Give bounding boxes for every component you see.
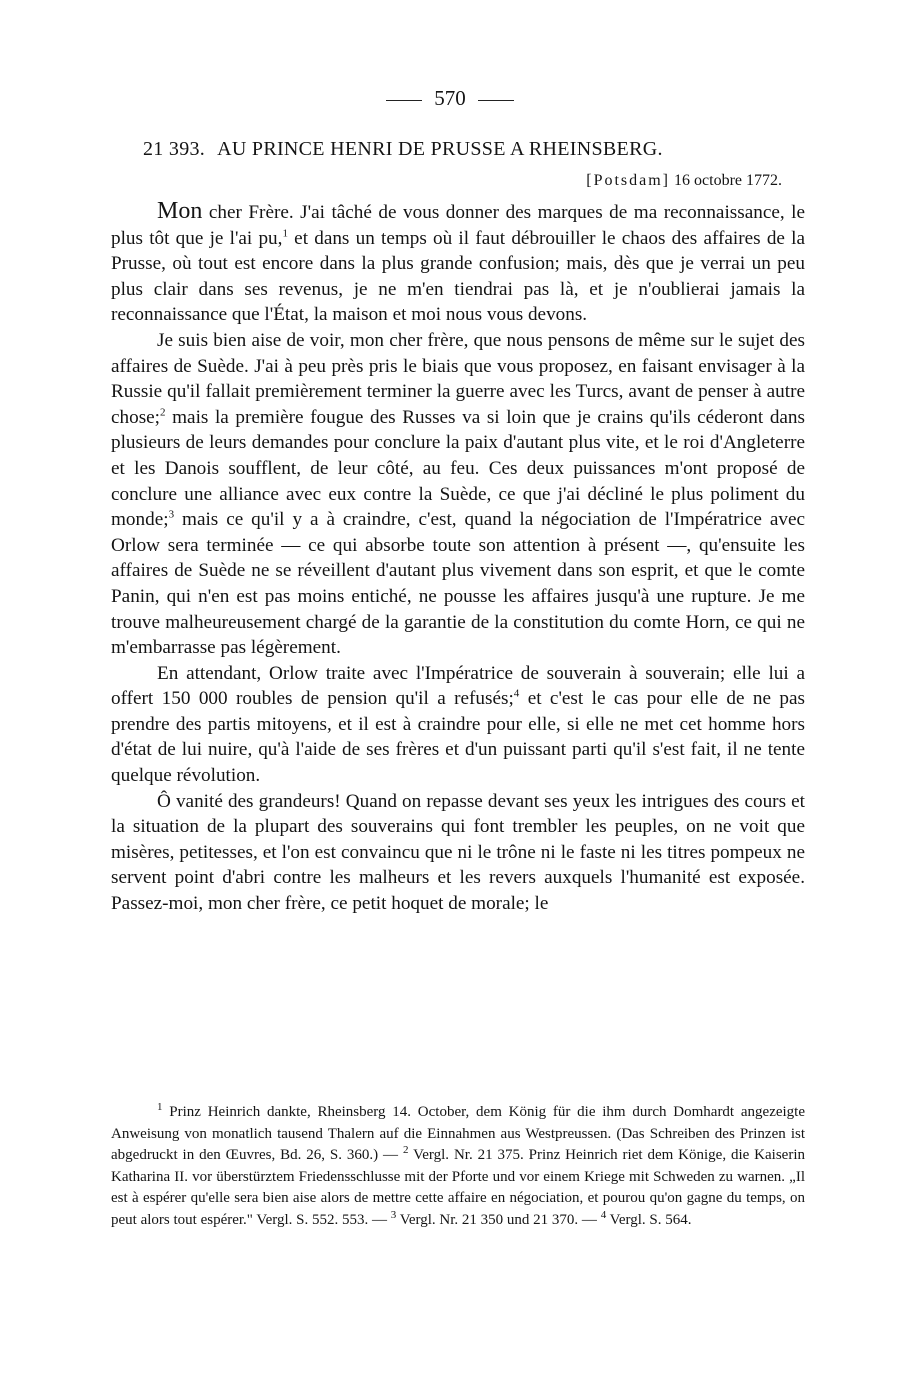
paragraph-4 [111,789,805,917]
paragraph-2-text-b: mais la première fougue des Russes va si loin que je crains qu'ils céderont dans plusieurs de leurs demandes pour conclure la paix d'autant plus vite, et le roi d'Angleterre et les Danois soufflent, de leur côté, au feu. Ces deux puissances m'ont proposé de conclure une alliance avec eux contre la Suède, ce que j'ai décliné le plus poliment du monde; [111,406,805,531]
footnote-1-text: Prinz Heinrich dankte, Rheinsberg 14. October, dem König für die ihm durch Domhardt angezeigte Anweisung von monatlich tausend Thalern auf die Einnahmen aus Westpreussen. (Das Schreiben des Prinzen ist abgedruckt in den Œuvres, Bd. 26, S. 360.) — [111,1104,805,1163]
paragraph-4-text: Ô vanité des grandeurs! Quand on repasse devant ses yeux les intrigues des cours et la situation de la plupart des souverains qui font trembler les peuples, on ne voit que misères, petitesses, et l'on est convaincu que ni le trône ni le faste ni les titres pompeux ne servent point d'abri contre les malheurs et les revers auxquels l'humanité est exposée. Passez-moi, mon cher frère, ce petit hoquet de morale; le [111,790,805,915]
footnote-ref-2: 2 [160,406,166,419]
letter-heading [143,138,663,161]
paragraph-2 [111,328,805,661]
paragraph-3-text-a: En attendant, Orlow traite avec l'Impératrice de souverain à souverain; elle lui a offert 150 000 roubles de pension qu'il a refusés; [111,662,805,710]
paragraph-2-text-c: mais ce qu'il y a à craindre, c'est, quand la négociation de l'Impératrice avec Orlow sera terminée — ce qui absorbe toute son attention à présent —, qu'ensuite les affaires de Suède ne se réveillent d'autant plus vivement dans son esprit, et que le comte Panin, qui n'en est pas moins entiché, ne pousse les affaires jusqu'à une rupture. Je me trouve malheureusement chargé de la garantie de la constitution du comte Horn, ce qui ne m'embarrasse pas légèrement. [111,509,805,659]
footnote-3-text: Vergl. Nr. 21 350 und 21 370. — [399,1211,597,1228]
footnote-2-text: Vergl. Nr. 21 375. Prinz Heinrich riet dem Könige, die Kaiserin Katharina II. vor überstürztem Friedensschlusse mit der Pforte und vor einem Kriege mit Schweden zu warnen. „Il est à espérer qu'elle sera bien aise alors de mettre cette affaire en négociation, et pourou qu'on gagne du temps, on peut alors tout espérer." Vergl. S. 552. 553. — [111,1147,805,1228]
page-number-header [0,86,900,111]
footnote-block [111,1102,805,1231]
left-rule [386,100,422,101]
paragraph-1 [111,199,805,328]
paragraph-3 [111,661,805,789]
footnote-ref-3: 3 [168,508,175,521]
opening-word: Mon [157,198,203,224]
footnote-4-marker: 4 [600,1208,607,1221]
footnote-3-marker: 3 [390,1208,397,1221]
right-rule [478,100,514,101]
letter-number: 21 393. [143,138,206,160]
paragraph-1-text-b: et dans un temps où il faut débrouiller le chaos des affaires de la Prusse, où tout est encore dans la plus grande confusion; mais, dès que je verrai un peu plus clair dans ses revenus, je ne m'en tiendrai pas là, et je n'oublierai jamais la reconnaissance que l'État, la maison et moi nous vous devons. [111,227,806,326]
footnote-ref-1: 1 [282,227,288,240]
paragraph-2-text-a: Je suis bien aise de voir, mon cher frère, que nous pensons de même sur le sujet des affaires de Suède. J'ai à peu près pris le biais que vous proposez, en faisant envisager à la Russie qu'il fallait premièrement terminer la guerre avec les Turcs, avant de penser à autre chose; [111,329,805,428]
footnote-1-marker: 1 [157,1101,163,1113]
footnote-ref-4: 4 [513,687,520,700]
footnote-4-text: Vergl. S. 564. [609,1211,692,1228]
letter-body [111,199,805,917]
letter-place: [Potsdam] [586,172,671,189]
letter-title: AU PRINCE HENRI DE PRUSSE A RHEINSBERG. [217,138,663,160]
paragraph-1-text-a: cher Frère. J'ai tâché de vous donner des marques de ma reconnaissance, le plus tôt que je l'ai pu, [111,202,805,249]
paragraph-3-text-b: et c'est le cas pour elle de ne pas prendre des partis mitoyens, et il est à craindre pour elle, si elle ne met cet homme hors d'état de lui nuire, qu'à l'aide de ses frères et d'un puissant parti qu'il s'est fait, il ne tente quelque révolution. [111,688,806,787]
dateline [586,172,782,190]
letter-date: 16 octobre 1772. [674,172,782,189]
page-number: 570 [434,86,466,110]
footnotes [111,1102,805,1231]
footnote-2-marker: 2 [402,1144,409,1156]
